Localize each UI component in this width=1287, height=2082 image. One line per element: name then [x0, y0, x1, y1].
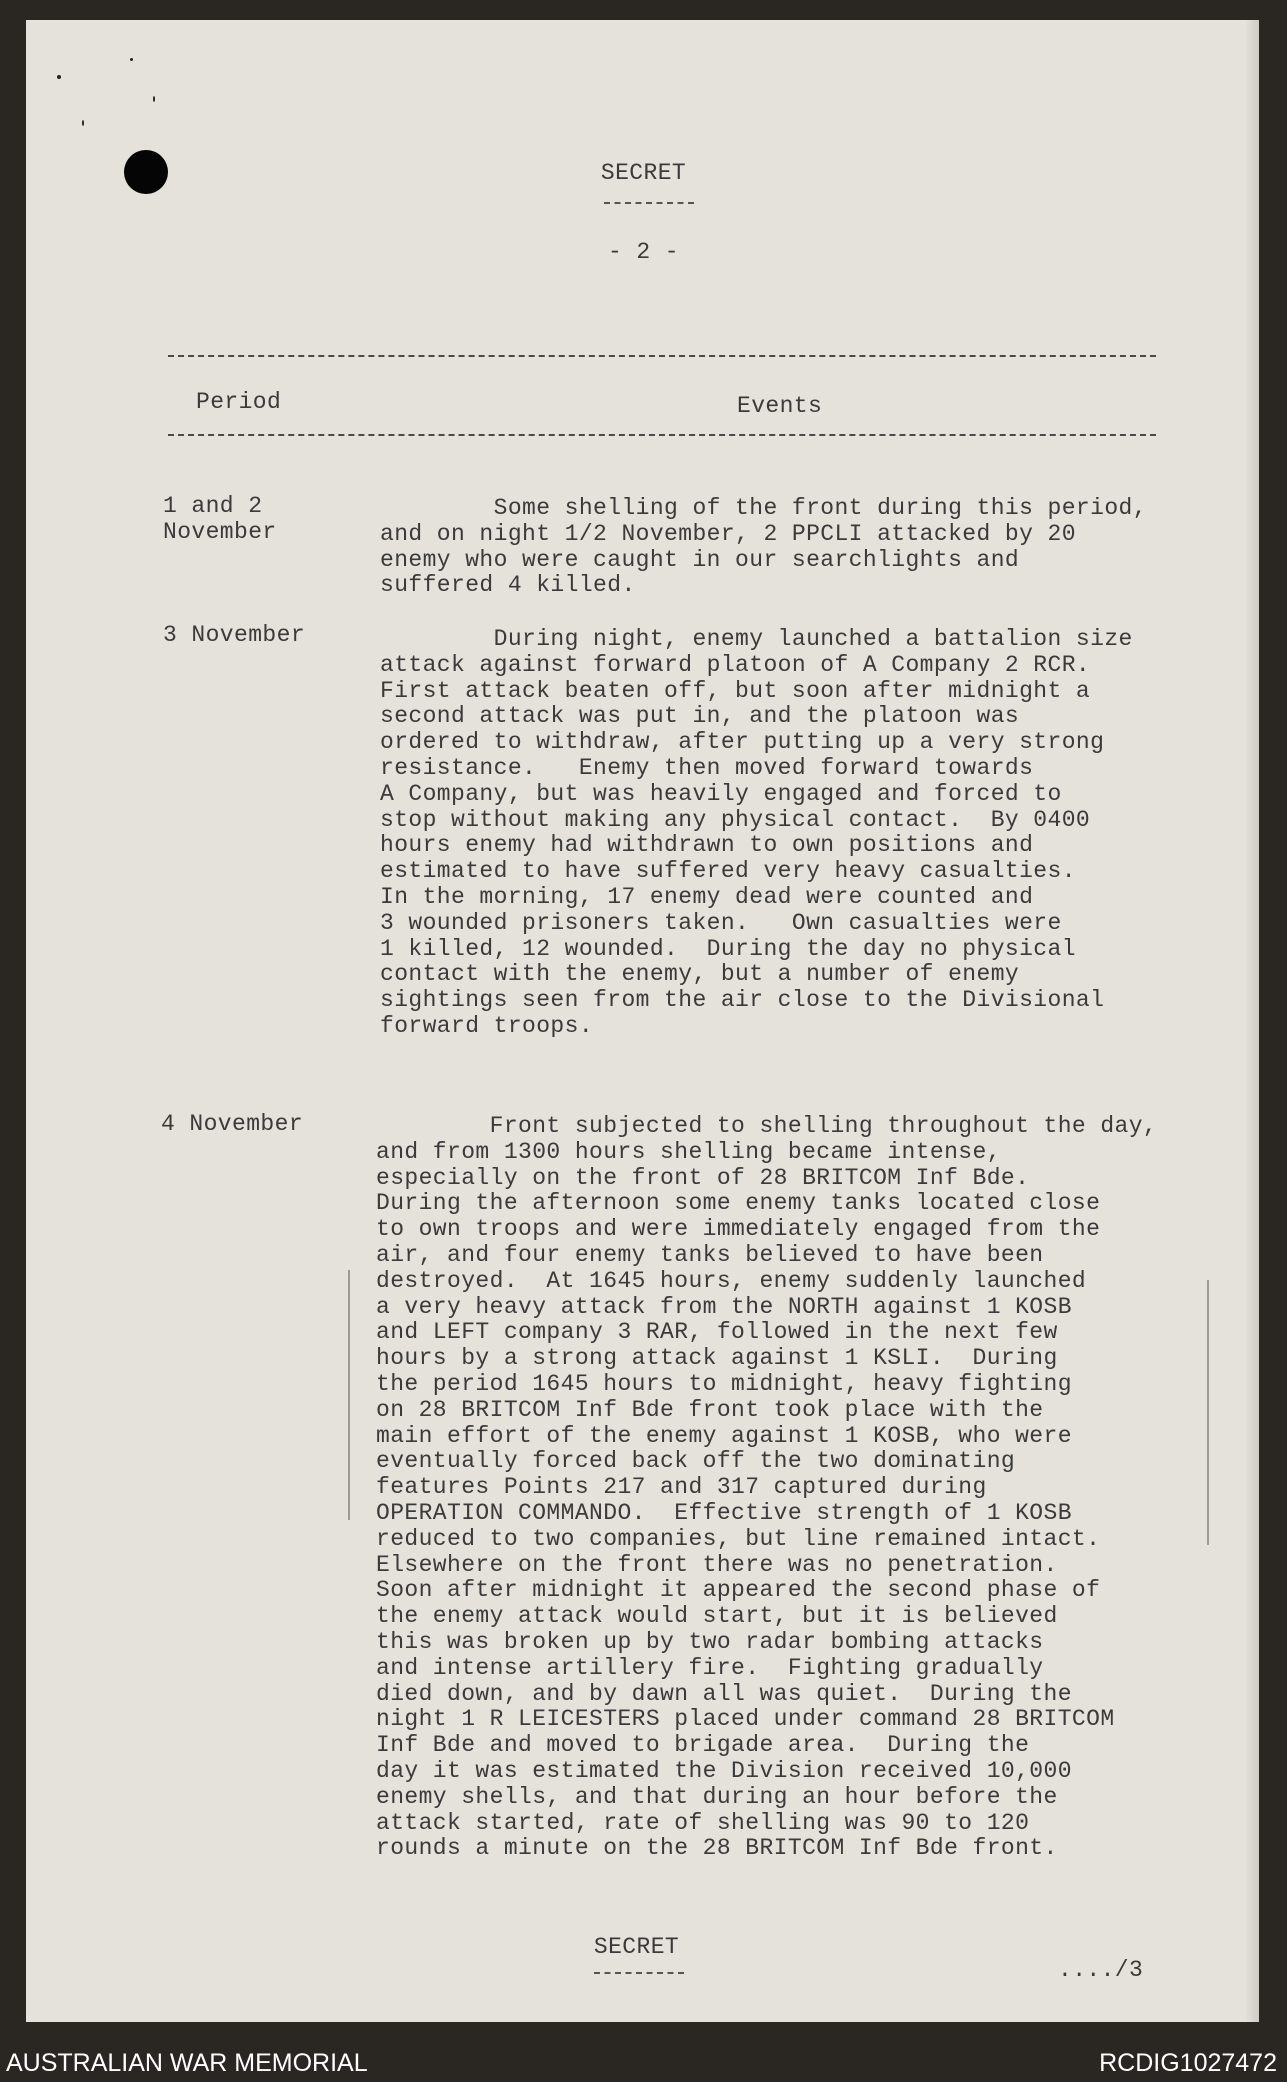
margin-pencil-line [1207, 1280, 1209, 1545]
classification-top: SECRET [600, 160, 687, 186]
footer-institution: AUSTRALIAN WAR MEMORIAL [6, 2049, 368, 2077]
header-rule-bottom [168, 434, 1156, 436]
archive-footer [0, 2045, 1287, 2082]
entry-period: 1 and 2 November [163, 493, 277, 545]
speck [130, 58, 133, 61]
column-header-period: Period [196, 389, 282, 415]
speck [57, 75, 61, 79]
margin-pencil-line [348, 1270, 350, 1520]
footer-record-id: RCDIG1027472 [1099, 2049, 1277, 2077]
entry-period: 3 November [163, 622, 306, 648]
title-underline [604, 202, 694, 204]
continuation-marker: ..../3 [1058, 1957, 1144, 1983]
bottom-underline [594, 1972, 684, 1974]
classification-bottom: SECRET [593, 1934, 680, 1960]
speck [82, 120, 84, 126]
entry-events: During night, enemy launched a battalion size attack against forward platoon of A Company 2 RCR. First attack beaten off, but soon after midnight a second attack was put in, and the platoon was ordered to withdraw, after putting up a very strong resistance. Enemy then moved forward towards A Company, but was heavily engaged and forced to stop without making any physical contact. By 0400 hours enemy had withdrawn to own positions and estimated to have suffered very heavy casualties. In the morning, 17 enemy dead were counted and 3 wounded prisoners taken. Own casualties were 1 killed, 12 wounded. During the day no physical contact with the enemy, but a number of enemy sightings seen from the air close to the Divisional forward troops. [380, 626, 1133, 1039]
entry-events: Front subjected to shelling throughout the day, and from 1300 hours shelling became intense, especially on the front of 28 BRITCOM Inf Bde. During the afternoon some enemy tanks located close to own troops and were immediately engaged from the air, and four enemy tanks believed to have been destroyed. At 1645 hours, enemy suddenly launched a very heavy attack from the NORTH against 1 KOSB and LEFT company 3 RAR, followed in the next few hours by a strong attack against 1 KSLI. During the period 1645 hours to midnight, heavy fighting on 28 BRITCOM Inf Bde front took place with the main effort of the enemy against 1 KOSB, who were eventually forced back off the two dominating features Points 217 and 317 captured during OPERATION COMMANDO. Effective strength of 1 KOSB reduced to two companies, but line remained intact. Elsewhere on the front there was no penetration. Soon after midnight it appeared the second phase of the enemy attack would start, but it is believed this was broken up by two radar bombing attacks and intense artillery fire. Fighting gradually died down, and by dawn all was quiet. During the night 1 R LEICESTERS placed under command 28 BRITCOM Inf Bde and moved to brigade area. During the day it was estimated the Division received 10,000 enemy shells, and that during an hour before the attack started, rate of shelling was 90 to 120 rounds a minute on the 28 BRITCOM Inf Bde front. [376, 1113, 1158, 1862]
entry-events: Some shelling of the front during this period, and on night 1/2 November, 2 PPCLI attacked by 20 enemy who were caught in our searchlights and suffered 4 killed. [380, 495, 1147, 599]
page-number: - 2 - [607, 239, 679, 265]
header-rule-top [168, 355, 1156, 357]
entry-period: 4 November [161, 1111, 304, 1137]
speck [153, 96, 155, 102]
column-header-events: Events [737, 393, 823, 419]
